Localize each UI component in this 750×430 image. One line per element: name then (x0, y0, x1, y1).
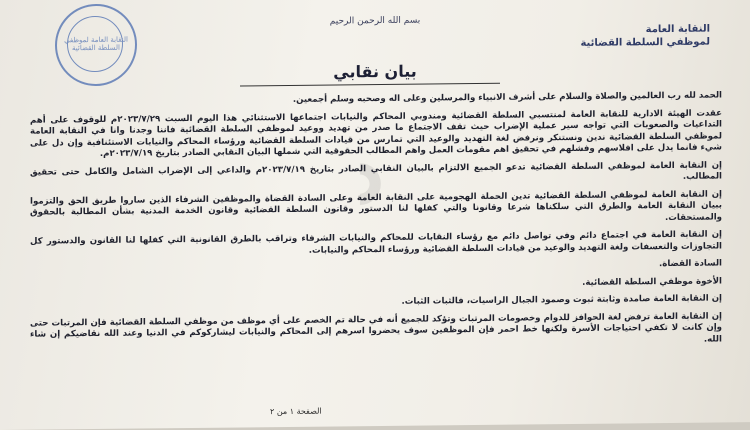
paragraph: إن النقابة العامة لموظفي السلطة القضائية تدعو الجميع الالتزام بالبيان النقابي الصادر بتاريخ ٢٠٢٣/٧/١٩م والداعي إلى الإضراب الشامل والكامل حتى تحقيق المطالب. (30, 159, 722, 182)
document-title: بيان نقابي (333, 61, 417, 82)
document-body (30, 90, 722, 358)
paragraph: إن النقابة العامة لموظفي السلطة القضائية تدين الحملة الهجومية على النقابة العامة وعلى السادة القضاة والموظفين الشرفاء الذين ساروا طريق الحق والتزموا ببيان النقابة العامة والطرق التي سلكناها شرعا وقانونا والتي كفلها لنا الدستور وقانون السلطة القضائية وقانون الخدمة المدنية بشأن المطالبة بالحقوق والمستحقات. (30, 188, 722, 223)
letterhead-line-2: لموظفي السلطة القضائية (580, 36, 710, 49)
title-divider (240, 83, 500, 87)
seal-text: النقابة العامة لموظفي السلطة القضائية (64, 35, 128, 53)
page-number: الصفحة ١ من ٢ (270, 406, 322, 417)
letterhead (580, 23, 710, 50)
paragraph: السادة القضاة. (658, 258, 722, 270)
letterhead-line-1: النقابة العامة (645, 23, 710, 36)
paragraph: عقدت الهيئة الادارية للنقابة العامة لمنتسبي السلطة القضائية ومندوبي المحاكم والنيابات اجتماعها الاستثنائي هذا اليوم السبت ٢٠٢٣/٧/٢٩م للوقوف على أهم التداعيات والصعوبات التي تواجه سير عملية الإضراب حيث تقف الاجتماع ما صدر من تهديد ووعيد لموظفي السلطة القضائية فاننا وجدنا وانا في النقابة العامة لموظفي السلطة القضائية ندين ونستنكر ونرفض لغة التهديد والوعيد التي تمارس من قيادات السلطة القضائية ورؤساء المحاكم والنيابات الاستئنافية وإن دل على شيء فانما يدل على افلاسهم وفشلهم في تحقيق اهم مقومات العمل واهم المطالب الحقوقية التي شملها البيان النقابي الصادر بتاريخ ٢٠٢٣/٧/١٩م. (30, 107, 722, 159)
paragraph: إن النقابة العامة في اجتماع دائم وفي تواصل دائم مع رؤساء النقابات للمحاكم والنيابات الشرفاء وتراقب بالطرق القانونية التي كفلها لنا القانون والدستور كل التجاوزات والتعسفات ولغة التهديد والوعيد من قيادات السلطة القضائية ورؤساء المحاكم والنيابات. (30, 229, 722, 256)
paragraph: الأخوة موظفي السلطة القضائية. (582, 275, 722, 288)
basmala: بسم الله الرحمن الرحيم (329, 15, 421, 27)
paragraph: إن النقابة العامة صامدة وثابتة ثبوت وصمود الجبال الراسيات، فالثبات الثبات. (401, 293, 722, 307)
paragraph: إن النقابة العامة ترفض لغة الحوافز للدوام وخصومات المرتبات وتؤكد للجميع أنه في حالة تم الخصم على أي موظف من موظفي السلطة القضائية فإن المرتبات حتى وإن كانت لا تكفي احتياجات الأسرة ولكنها خط احمر فإن الموظفين سوف يحضروا اسرهم إلى المحاكم والنيابات ليشاركوكم في الدنيا وعند الله نقاضيكم إن شاء الله. (30, 310, 722, 345)
watermark-logo: ʾ (342, 138, 398, 314)
paragraph: الحمد لله رب العالمين والصلاة والسلام على أشرف الانبياء والمرسلين وعلى اله وصحبه وسلم أجمعين. (292, 90, 722, 105)
